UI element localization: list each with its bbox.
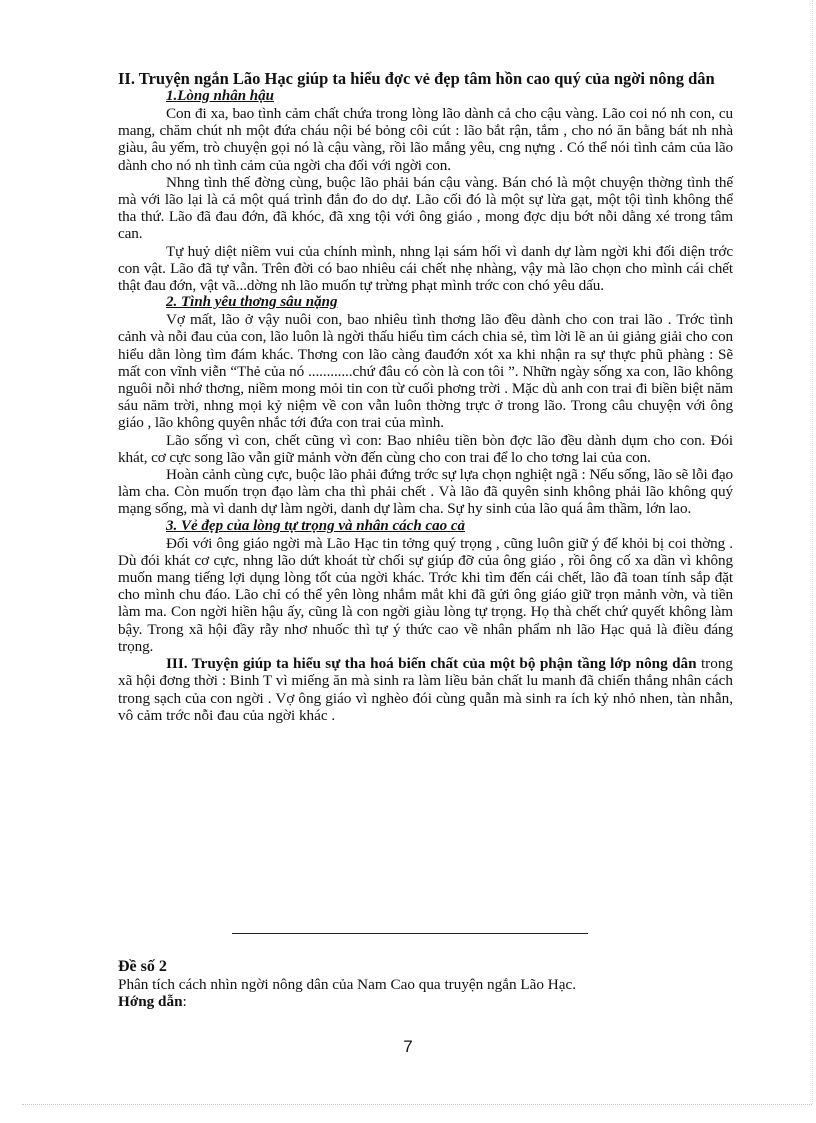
paragraph-1: Con đi xa, bao tình cảm chất chứa trong lòng lão dành cả cho cậu vàng. Lão coi nó nh con, cu mang, chăm chút nh một đứa cháu nội bé bỏng côi cút : lão bắt rận, tắm , cho nó ăn bằng bát nh nhà giàu, âu yếm, trò chuyện gọi nó là cậu vàng, rồi lão mắng yêu, cng nựng . Có thể nói tình cảm của lão dành cho nó nh tình cảm của ngời cha đối với ngời con. — [118, 105, 733, 174]
paragraph-5: Lão sống vì con, chết cũng vì con: Bao nhiêu tiền bòn đợc lão đều dành dụm cho con. Đói khát, cơ cực song lão vẫn giữ mảnh vờn đến cùng cho con trai để lo cho tơng lai của con. — [118, 431, 733, 466]
exercise-2-title: Đề số 2 — [118, 958, 167, 975]
document-body — [118, 70, 733, 724]
guide-colon: : — [182, 993, 187, 1010]
separator-line — [232, 933, 588, 934]
subheading-self-respect: 3. Vẻ đẹp của lòng tự trọng và nhân cách cao cả — [166, 517, 465, 534]
page-right-border — [812, 0, 813, 1104]
exercise-2 — [118, 958, 733, 1011]
paragraph-3: Tự huỷ diệt niềm vui của chính mình, nhng lại sám hối vì danh dự làm ngời khi đối diện trớc con vật. Lão đã tự vẫn. Trên đời có bao nhiêu cái chết nhẹ nhàng, vậy mà lão chọn cho mình cái chết thật đau đớn, vật vã...dờng nh lão muốn tự trừng phạt mình trớc con chó yêu dấu. — [118, 242, 733, 295]
section-3-paragraph — [118, 655, 733, 724]
section-3-heading: III. Truyện giúp ta hiểu sự tha hoá biến chất của một bộ phận tầng lớp nông dân — [166, 655, 697, 673]
exercise-2-question: Phân tích cách nhìn ngời nông dân của Nam Cao qua truyện ngắn Lão Hạc. — [118, 975, 577, 993]
paragraph-4: Vợ mất, lão ở vậy nuôi con, bao nhiêu tình thơng lão đều dành cho con trai lão . Trớc tình cảnh và nỗi đau của con, lão luôn là ngời thấu hiểu tìm cách chia sẻ, tìm lời lẽ an ủi giảng giải cho con hiểu dằn lòng tìm đám khác. Thơng con lão càng đauđớn xót xa khi nhận ra sự thực phũ phàng : Sẽ mất con vĩnh viễn “Thẻ của nó ............chứ đâu có còn là con tôi ”. Nhữn ngày sống xa con, lão không nguôi nỗi nhớ thơng, niềm mong mỏi tin con từ cuối phơng trời . Mặc dù anh con trai đi biền biệt năm sáu năm trời, nhng mọi kỷ niệm về con vẫn luôn thờng trực ở trong lão. Trong câu chuyện với ông giáo , lão không quyên nhắc tới đứa con trai của mình. — [118, 311, 733, 432]
subheading-kindness: 1.Lòng nhân hậu — [166, 88, 274, 104]
page-number: 7 — [403, 1037, 413, 1056]
paragraph-2: Nhng tình thế đờng cùng, buộc lão phải bán cậu vàng. Bán chó là một chuyện thờng tình thế mà với lão lại là cả một quá trình đắn đo do dự. Lão cối đó là một sự lừa gạt, một tội tình không thể tha thứ. Lão đã đau đớn, đã khóc, đã xng tội với ông giáo , mong đợc dịu bớt nỗi dằng xé trong tâm can. — [118, 173, 733, 243]
section-2-heading: II. Truyện ngắn Lão Hạc giúp ta hiểu đợc vẻ đẹp tâm hồn cao quý của ngời nông dân — [118, 69, 715, 88]
paragraph-7: Đối với ông giáo ngời mà Lão Hạc tin tởng quý trọng , cũng luôn giữ ý để khỏi bị coi thờng . Dù đói khát cơ cực, nhng lão dứt khoát từ chối sự giúp đỡ của ông giáo , rồi ông cố xa dần vì không muốn mang tiếng lợi dụng lòng tốt của ngời khác. Trớc khi tìm đến cái chết, lão đã toan tính sắp đặt cho mình chu đáo. Lão chỉ có thể yên lòng nhắm mắt khi đã gửi ông giáo giữ trọn mảnh vờn, và tiền làm ma. Con ngời hiền hậu ấy, cũng là con ngời giàu lòng tự trọng. Họ thà chết chứ quyết không làm bậy. Trong xã hội đầy rẫy nhơ nhuốc thì tự ý thức cao về nhân phẩm nh lão Hạc quả là điều đáng trọng. — [118, 534, 733, 655]
page-bottom-border — [22, 1104, 812, 1105]
subheading-deep-love: 2. Tình yêu thơng sâu nặng — [166, 294, 338, 311]
exercise-2-guide — [118, 993, 733, 1011]
section-3-text: trong xã hội đơng thời : Binh T vì miếng ăn mà sinh ra làm liều bản chất lu manh đã chiến thắng nhân cách trong sạch của con ngời . Vợ ông giáo vì nghèo đói cùng quẫn mà sinh ra ích kỷ nhỏ nhen, tàn nhẫn, vô cảm trớc nỗi đau của ngời khác . — [118, 655, 734, 724]
paragraph-6: Hoàn cảnh cùng cực, buộc lão phải đứng trớc sự lựa chọn nghiệt ngã : Nếu sống, lão sẽ lỗi đạo làm cha. Còn muốn trọn đạo làm cha thì phải chết . Và lão đã quyên sinh không phải lão không quý mạng sống, mà vì danh dự làm ngời, danh dự làm cha. Sự hy sinh của lão quá âm thầm, lớn lao. — [118, 466, 733, 518]
guide-label: Hớng dẫn — [118, 993, 183, 1010]
